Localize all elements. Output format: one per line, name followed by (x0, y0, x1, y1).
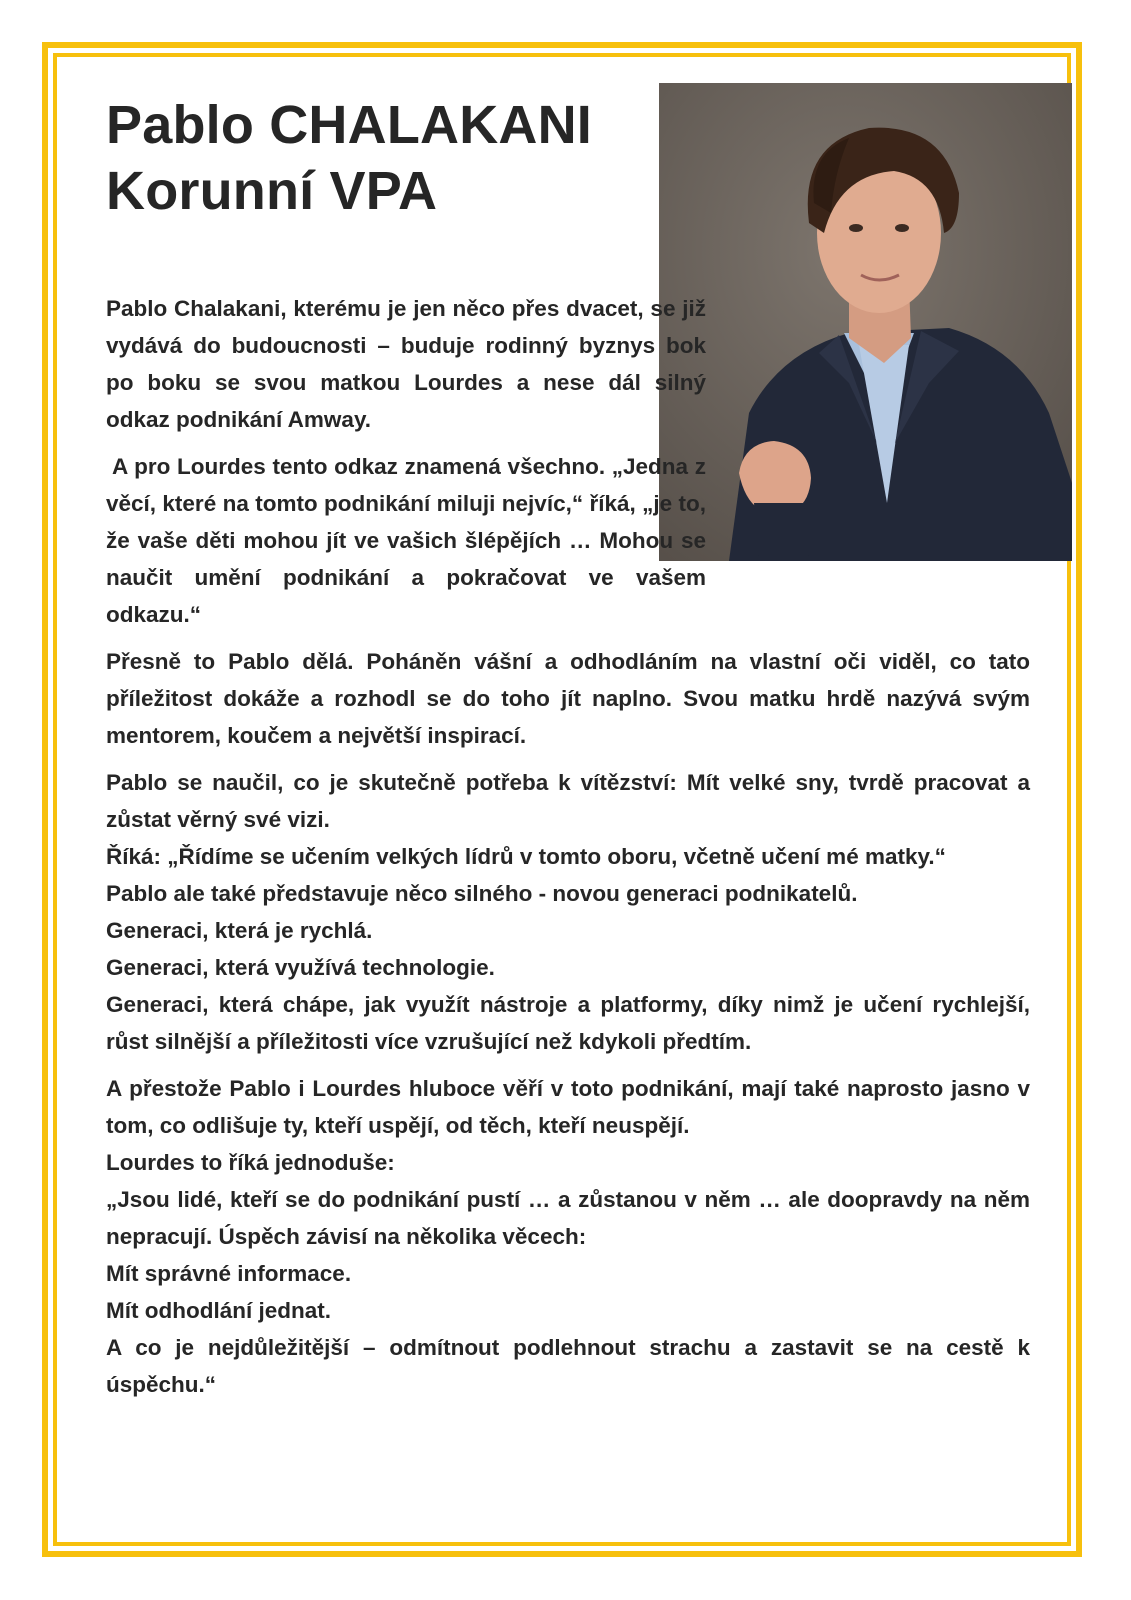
paragraph-fear: A co je nejdůležitější – odmítnout podlehnout strachu a zastavit se na cestě k úspěchu.“ (106, 1335, 1030, 1397)
title-rank: Korunní VPA (106, 161, 438, 221)
paragraph-intro: Pablo Chalakani, kterému je jen něco přes dvacet, se již vydává do budoucnosti – buduje rodinný byznys bok po boku se svou matkou Lourdes a nese dál silný odkaz podnikání Amway. (106, 296, 706, 432)
title-name: Pablo CHALAKANI (106, 95, 592, 155)
paragraph-quote-people: „Jsou lidé, kteří se do podnikání pustí … a zůstanou v něm … ale doopravdy na něm nepracují. Úspěch závisí na několika věcech: (106, 1187, 1030, 1249)
paragraph-quote-leaders: Říká: „Řídíme se učením velkých lídrů v tomto oboru, včetně učení mé matky.“ (106, 844, 946, 869)
paragraph-new-generation: Pablo ale také představuje něco silného - novou generaci podnikatelů. (106, 881, 858, 906)
paragraph-belief: A přestože Pablo i Lourdes hluboce věří v toto podnikání, mají také naprosto jasno v tom, co odlišuje ty, kteří uspějí, od těch, kteří neuspějí. (106, 1076, 1030, 1138)
paragraph-information: Mít správné informace. (106, 1261, 352, 1286)
paragraph-fast: Generaci, která je rychlá. (106, 918, 373, 943)
paragraph-victory: Pablo se naučil, co je skutečně potřeba k vítězství: Mít velké sny, tvrdě pracovat a zůstat věrný své vizi. (106, 770, 1030, 832)
paragraph-determination: Mít odhodlání jednat. (106, 1298, 331, 1323)
paragraph-platforms: Generaci, která chápe, jak využít nástroje a platformy, díky nimž je učení rychlejší, růst silnější a příležitosti více vzrušující než kdykoli předtím. (106, 992, 1030, 1054)
paragraph-technology: Generaci, která využívá technologie. (106, 955, 495, 980)
page-title (106, 92, 592, 224)
article-body (106, 290, 1030, 1403)
paragraph-passion: Přesně to Pablo dělá. Poháněn vášní a odhodláním na vlastní oči viděl, co tato příležitost dokáže a rozhodl se do toho jít naplno. Svou matku hrdě nazývá svým mentorem, koučem a největší inspirací. (106, 649, 1030, 748)
photo-float-spacer (730, 290, 1030, 594)
paragraph-legacy: A pro Lourdes tento odkaz znamená všechno. „Jedna z věcí, které na tomto podnikání miluji nejvíc,“ říká, „je to, že vaše děti mohou jít ve vašich šlépějích … Mohou se naučit umění podnikání a pokračovat ve vašem odkazu.“ (106, 454, 706, 627)
paragraph-lourdes-says: Lourdes to říká jednoduše: (106, 1150, 395, 1175)
